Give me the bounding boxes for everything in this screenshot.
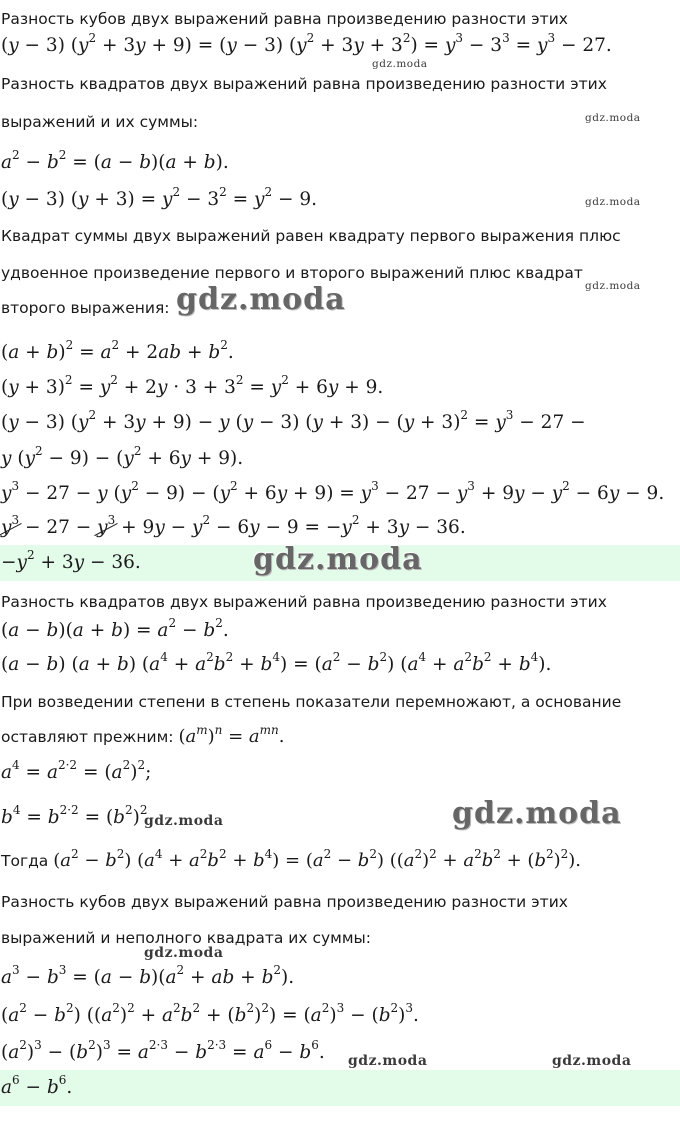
math-line: (y − 3) $(y^2 + 3y + 9) = (y - 3) (y^2 + 3y + 3^2) = y^3 - 3^3 = y^3 - 27$. <box>1 31 612 56</box>
watermark: gdz.moda <box>585 280 641 292</box>
answer-highlight-2 <box>0 1070 680 1106</box>
math-line: $y^3 - 27 - y^3 + 9y - y^2 - 6y - 9 = -y^2 + 3y - 36$. <box>1 513 466 538</box>
watermark: gdz.moda <box>144 945 224 961</box>
math-line: $a^4 = a^{2\cdot 2} = (a^2)^2$; <box>1 758 152 783</box>
math-line: $(a + b)^2 = a^2 + 2ab + b^2$. <box>1 338 234 363</box>
text-fragment: оставляют прежним: <box>1 728 174 746</box>
math-line: $(a^2)^3 - (b^2)^3 = a^{2\cdot 3} - b^{2\cdot 3} = a^6 - b^6$. <box>1 1038 325 1063</box>
math-line: $(a - b)(a + b) = a^2 - b^2$. <box>1 616 229 641</box>
text-line: Разность квадратов двух выражений равна произведению разности этих <box>1 593 607 611</box>
math-line: (y − 3) $(y^2 + 3y + 9) - y$ (y − 3) $(y + 3) - (y + 3)^2 = y^3 - 27$ − <box>1 408 586 433</box>
text-line: При возведении степени в степень показатели перемножают, а основание <box>1 693 622 711</box>
text-line: Разность квадратов двух выражений равна произведению разности этих <box>1 75 607 93</box>
math-line: $(y + 3)^2 = y^2 + 2y \cdot 3 + 3^2 = y^2 + 6y + 9$. <box>1 373 384 398</box>
math-line: $a^2 - b^2 = (a - b)(a + b)$. <box>1 148 229 173</box>
watermark: gdz.moda <box>348 1053 428 1069</box>
text-line: Разность кубов двух выражений равна произведению разности этих <box>1 10 568 28</box>
text-line: Квадрат суммы двух выражений равен квадрату первого выражения плюс <box>1 227 621 245</box>
text-line: Разность кубов двух выражений равна произведению разности этих <box>1 893 568 911</box>
watermark: gdz.moda <box>253 542 423 577</box>
watermark: gdz.moda <box>176 282 346 317</box>
watermark: gdz.moda <box>452 796 622 831</box>
math-line: $a^3 - b^3 = (a - b)(a^2$ + ab + $b^2$). <box>1 963 295 988</box>
watermark: gdz.moda <box>144 813 224 829</box>
answer-line: $a^6 - b^6$. <box>1 1073 73 1098</box>
text-fragment: Тогда <box>1 852 49 870</box>
text-line: Тогда $(a^2 - b^2) (a^4 + a^2b^2 + b^4) = (a^2 - b^2) ((a^2)^2 + a^2b^2 + (b^2)^2)$. <box>1 847 582 871</box>
text-line: выражений и неполного квадрата их суммы: <box>1 929 372 947</box>
math-line: (y − 3) $(y + 3) = y^2 - 3^2 = y^2 - 9$. <box>1 185 318 210</box>
watermark: gdz.moda <box>552 1053 632 1069</box>
answer-line: $-y^2 + 3y - 36$. <box>1 548 141 573</box>
math-line: $y^3 - 27 - y$ $(y^2 - 9) - (y^2 + 6y + 9) = y^3 - 27 - y^3 + 9y - y^2 - 6y - 9$. <box>1 479 665 504</box>
watermark: gdz.moda <box>585 112 641 124</box>
math-line: $b^4 = b^{2\cdot 2} = (b^2)^2$ <box>1 803 148 828</box>
text-line: выражений и их суммы: <box>1 113 199 131</box>
watermark: gdz.moda <box>585 196 641 208</box>
watermark: gdz.moda <box>372 58 428 70</box>
math-line: $(a^2 - b^2) ((a^2)^2 + a^2b^2 + (b^2)^2) = (a^2)^3 - (b^2)^3$. <box>1 1001 419 1026</box>
math-line: (a − b) (a + b) $(a^4 + a^2b^2 + b^4) = (a^2 - b^2) (a^4 + a^2b^2 + b^4)$. <box>1 650 552 675</box>
text-line: оставляют прежним: $(a^m)^n = a^{mn}$. <box>1 723 285 747</box>
text-line: второго выражения: <box>1 299 170 317</box>
text-line: удвоенное произведение первого и второго выражений плюс квадрат <box>1 264 583 282</box>
math-line: y $(y^2 - 9) - (y^2 + 6y + 9)$. <box>1 444 244 469</box>
